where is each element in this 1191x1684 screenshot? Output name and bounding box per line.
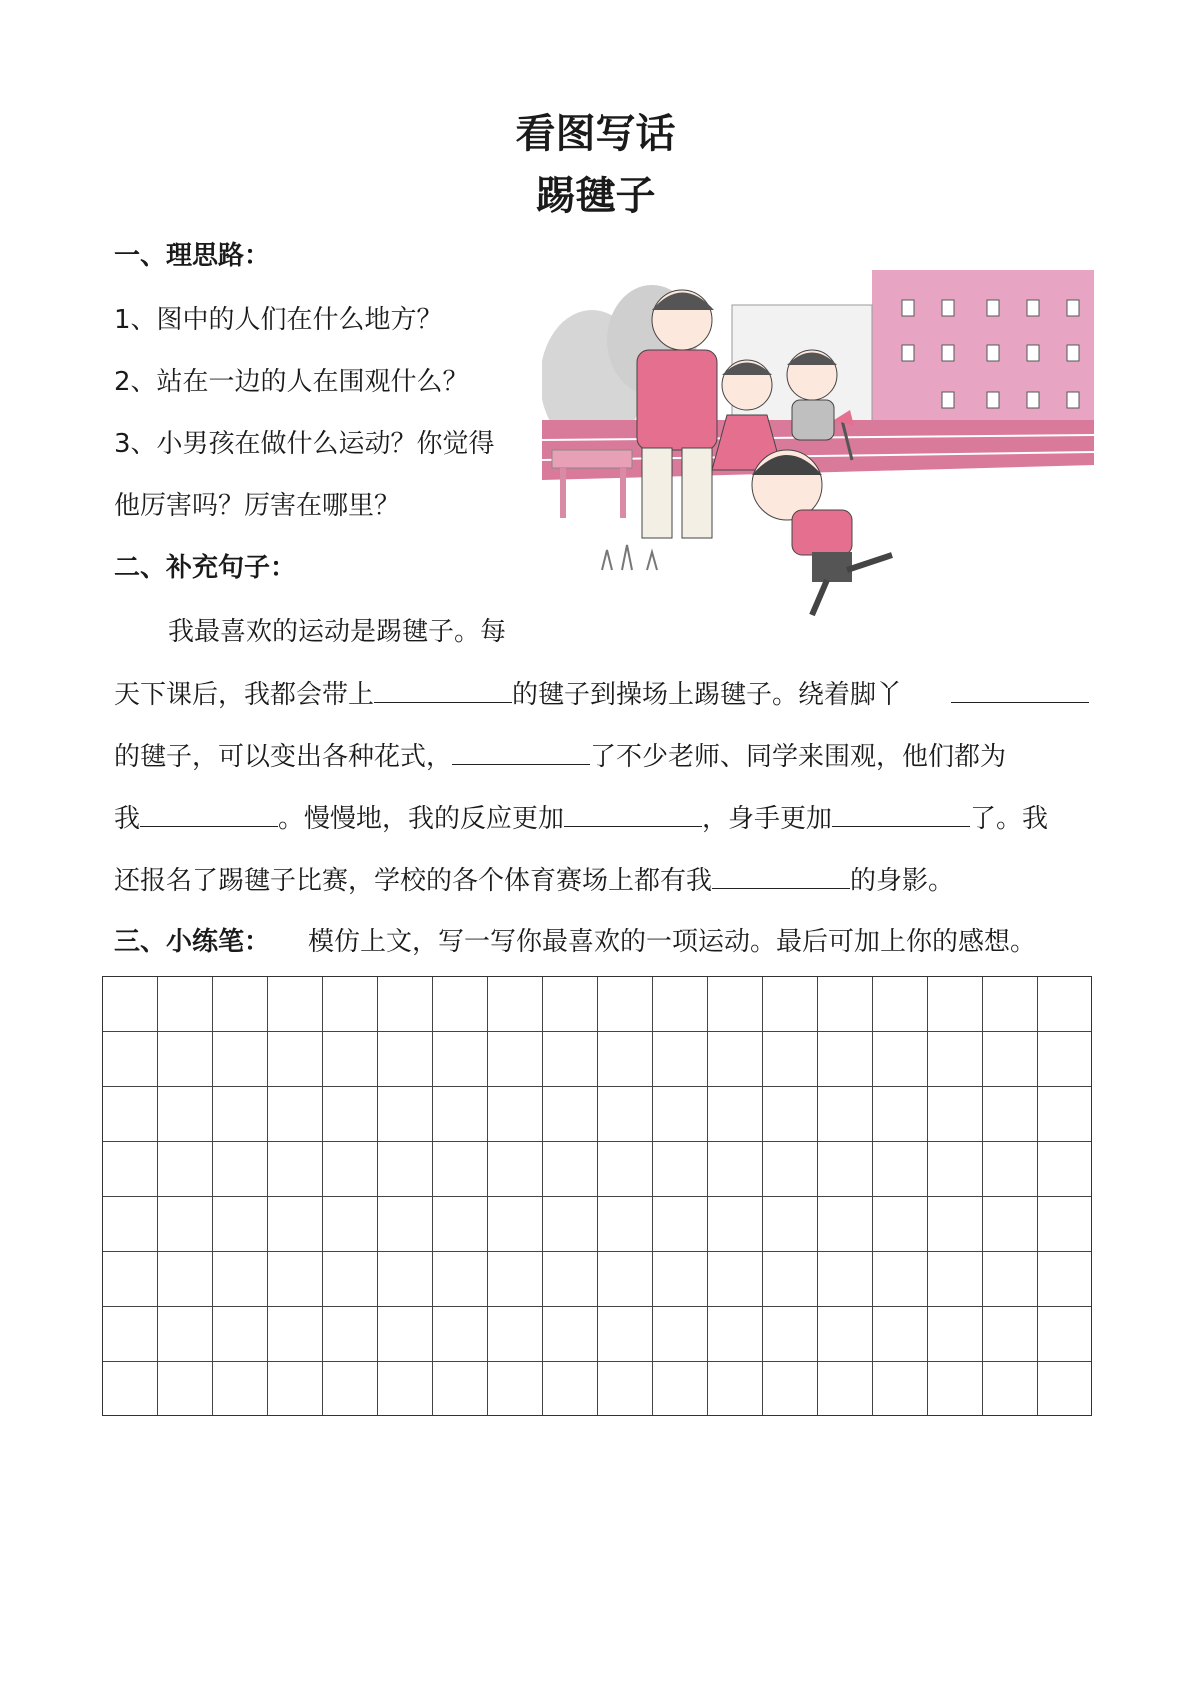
text-segment: 天下课后，我都会带上 bbox=[114, 680, 375, 710]
kicking-shuttlecock-illustration bbox=[542, 270, 1094, 662]
paragraph-line5 bbox=[114, 862, 954, 899]
fill-blank-2[interactable] bbox=[951, 676, 1089, 703]
text-segment: 的毽子到操场上踢毽子。绕着脚丫 bbox=[512, 680, 903, 710]
question-3-line1: 3、小男孩在做什么运动？你觉得 bbox=[114, 429, 495, 459]
text-segment: ，身手更加 bbox=[702, 804, 833, 834]
fill-blank-1[interactable] bbox=[374, 676, 512, 703]
page-title: 看图写话 bbox=[515, 111, 676, 157]
paragraph-line4 bbox=[114, 800, 1089, 837]
text-segment: 我 bbox=[114, 804, 141, 834]
text-segment: 还报名了踢毽子比赛，学校的各个体育赛场上都有我 bbox=[114, 866, 713, 896]
page-subtitle: 踢毽子 bbox=[535, 173, 656, 219]
fill-blank-3[interactable] bbox=[452, 738, 590, 765]
writing-grid[interactable] bbox=[102, 976, 1092, 1416]
fill-blank-7[interactable] bbox=[712, 862, 850, 889]
table bbox=[552, 450, 632, 468]
question-2: 2、站在一边的人在围观什么？ bbox=[114, 367, 469, 397]
grass bbox=[602, 545, 657, 570]
fill-blank-6[interactable] bbox=[832, 800, 970, 827]
section3-heading: 三、小练笔： bbox=[114, 927, 271, 957]
paragraph-line2 bbox=[114, 676, 1089, 713]
text-segment: 的毽子，可以变出各种花式， bbox=[114, 742, 453, 772]
paragraph-line1: 我最喜欢的运动是踢毽子。每 bbox=[168, 617, 507, 647]
text-segment: 的身影。 bbox=[850, 866, 955, 896]
question-3-line2: 他厉害吗？厉害在哪里？ bbox=[114, 491, 401, 521]
text-segment: 了不少老师、同学来围观，他们都为 bbox=[590, 742, 1007, 772]
section1-heading: 一、理思路： bbox=[114, 241, 271, 271]
question-1: 1、图中的人们在什么地方？ bbox=[114, 305, 443, 335]
fill-blank-5[interactable] bbox=[564, 800, 702, 827]
writing-prompt: 模仿上文，写一写你最喜欢的一项运动。最后可加上你的感想。 bbox=[308, 927, 1037, 957]
paragraph-line3 bbox=[114, 738, 1089, 775]
fill-blank-4[interactable] bbox=[140, 800, 278, 827]
kicking-boy-figure bbox=[752, 450, 892, 615]
text-segment: 了。我 bbox=[970, 804, 1049, 834]
section2-heading: 二、补充句子： bbox=[114, 553, 297, 583]
text-segment: 。慢慢地，我的反应更加 bbox=[278, 804, 565, 834]
